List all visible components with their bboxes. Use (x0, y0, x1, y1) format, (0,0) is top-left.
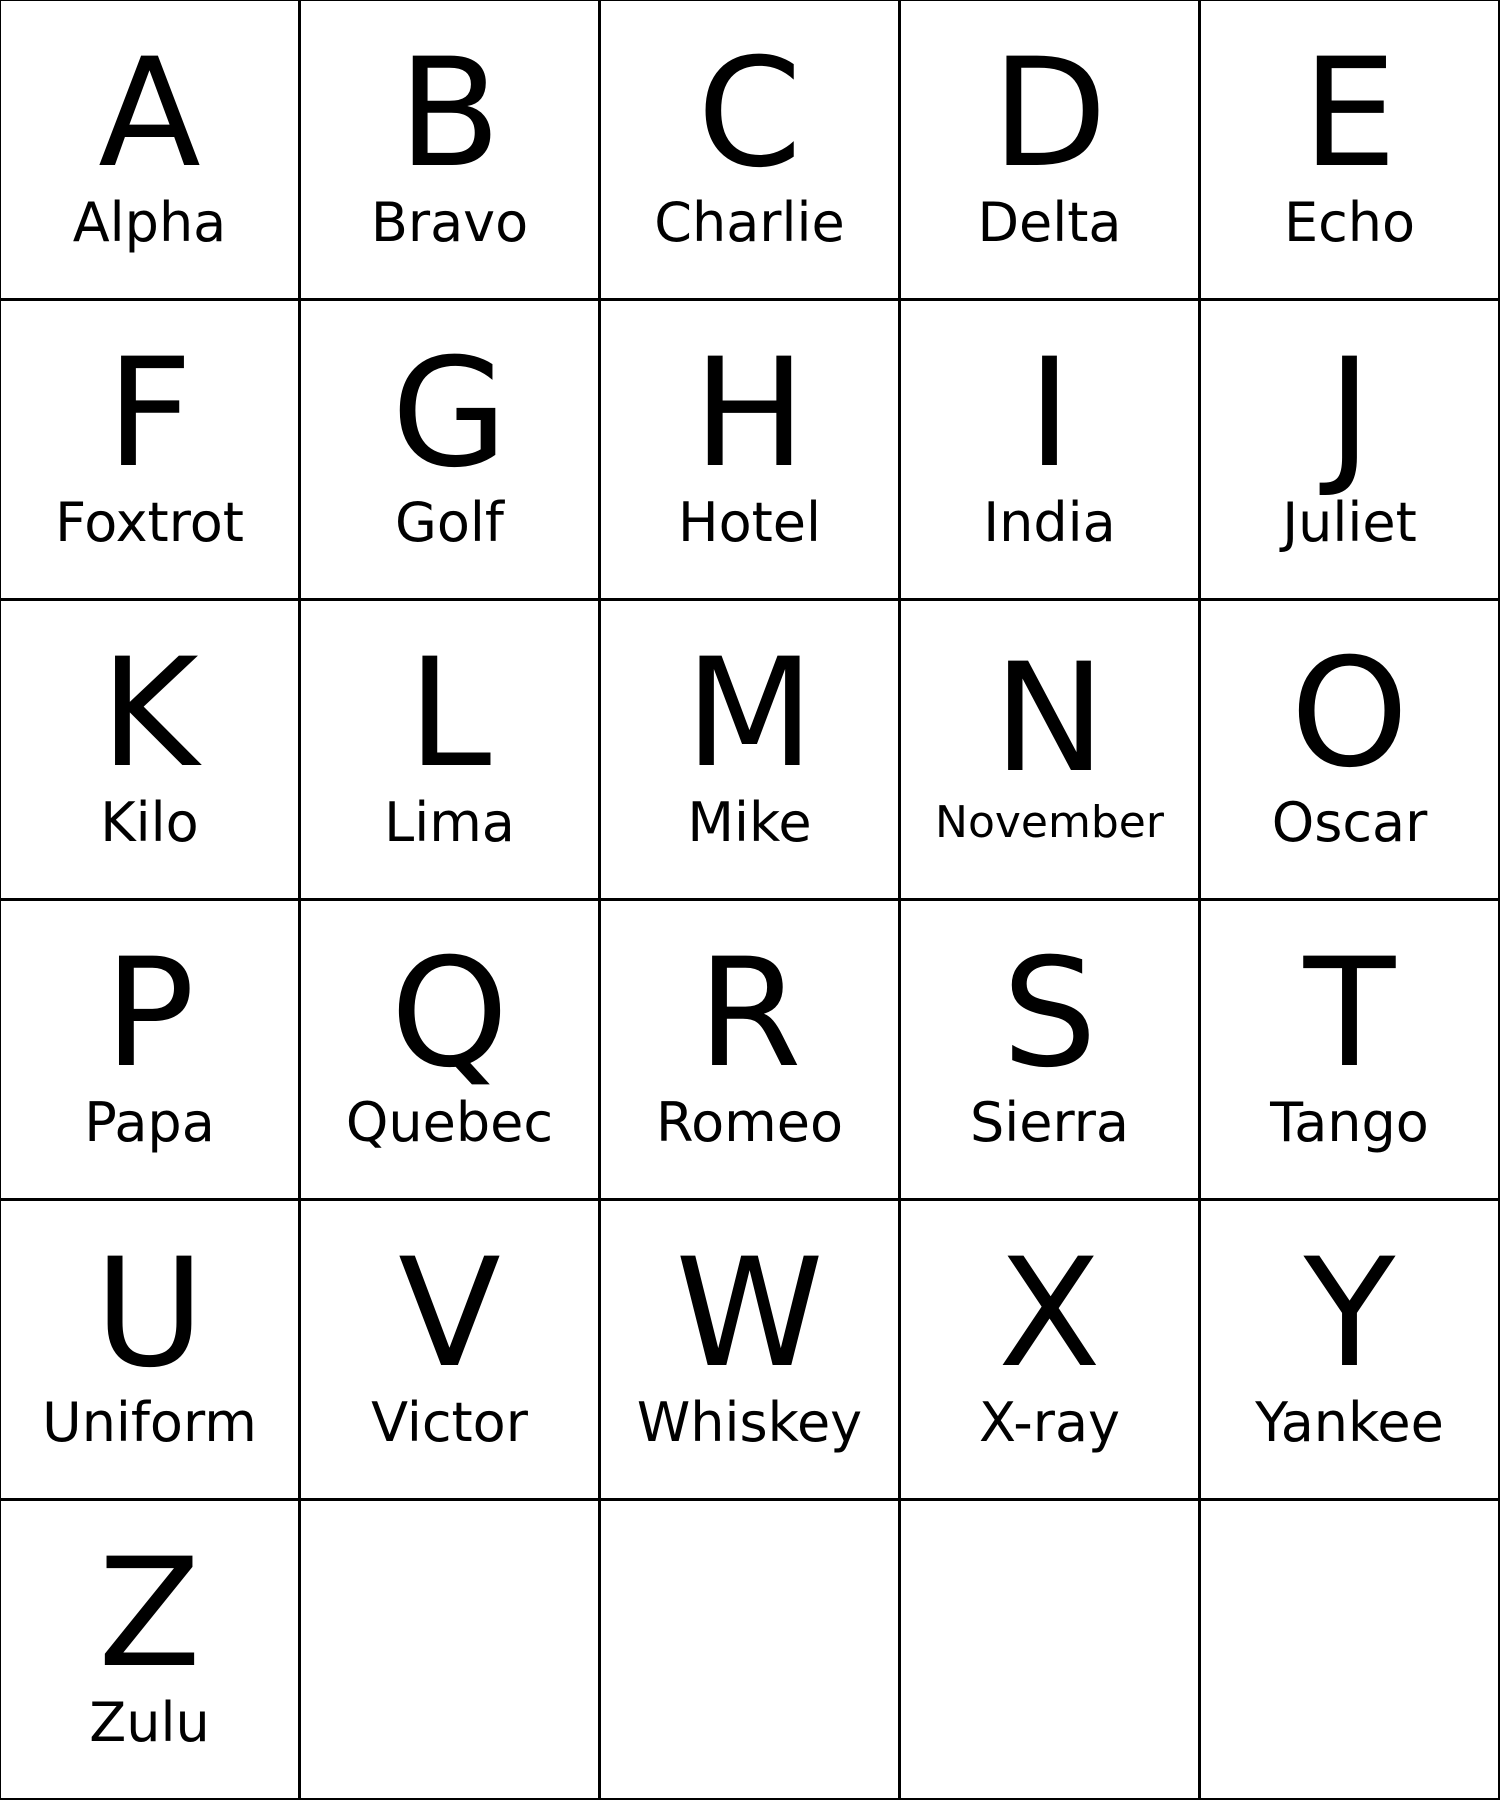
alphabet-cell (599, 899, 900, 1200)
alphabet-cell (599, 599, 900, 900)
cell-word: Echo (1283, 191, 1416, 255)
cell-word: Juliet (1282, 491, 1417, 555)
cell-word: Foxtrot (55, 491, 244, 555)
cell-letter: C (697, 27, 802, 202)
empty-cell (299, 1499, 600, 1800)
cell-letter: O (1290, 627, 1409, 802)
alphabet-cell (899, 0, 1200, 300)
empty-cell (899, 1499, 1200, 1800)
alphabet-cell (599, 0, 900, 300)
cell-word: Bravo (370, 191, 529, 255)
cell-word: Victor (371, 1391, 528, 1455)
alphabet-cell (899, 599, 1200, 900)
alphabet-cell (899, 899, 1200, 1200)
cell-word: Hotel (677, 491, 822, 555)
alphabet-cell (1199, 599, 1500, 900)
cell-word: Quebec (345, 1091, 554, 1155)
cell-letter: E (1302, 27, 1397, 202)
cell-word: Papa (84, 1091, 215, 1155)
cell-letter: D (991, 27, 1108, 202)
cell-letter: S (1001, 927, 1098, 1102)
cell-letter: G (391, 327, 508, 502)
alphabet-cell (0, 1199, 300, 1500)
alphabet-cell (299, 1199, 600, 1500)
cell-letter: Y (1303, 1227, 1396, 1402)
cell-letter: W (675, 1227, 824, 1402)
alphabet-cell (1199, 899, 1500, 1200)
empty-cell (599, 1499, 900, 1800)
cell-letter: K (100, 627, 199, 802)
cell-word: Golf (395, 491, 504, 555)
cell-word: Kilo (100, 791, 199, 855)
cell-word: Charlie (654, 191, 845, 255)
cell-letter: I (1027, 327, 1072, 502)
cell-word: X-ray (978, 1391, 1121, 1455)
alphabet-cell (1199, 1199, 1500, 1500)
alphabet-cell (0, 1499, 300, 1800)
alphabet-cell (0, 0, 300, 300)
cell-letter: X (998, 1227, 1101, 1402)
cell-letter: V (398, 1227, 501, 1402)
cell-letter: F (106, 327, 193, 502)
cell-word: Yankee (1255, 1391, 1444, 1455)
cell-word: Alpha (72, 191, 227, 255)
cell-letter: Z (98, 1527, 201, 1702)
cell-word: Delta (977, 191, 1122, 255)
cell-letter: B (398, 27, 501, 202)
cell-word: Romeo (656, 1091, 843, 1155)
empty-cell (1199, 1499, 1500, 1800)
cell-word: Mike (687, 791, 812, 855)
cell-letter: T (1303, 927, 1396, 1102)
alphabet-cell (0, 899, 300, 1200)
alphabet-cell (299, 599, 600, 900)
cell-word: November (935, 797, 1164, 849)
alphabet-cell (299, 299, 600, 600)
alphabet-cell (299, 899, 600, 1200)
cell-letter: N (993, 632, 1106, 807)
cell-word: Whiskey (636, 1391, 863, 1455)
cell-letter: A (98, 27, 201, 202)
cell-letter: H (693, 327, 806, 502)
alphabet-cell (0, 299, 300, 600)
cell-word: Lima (384, 791, 515, 855)
cell-letter: J (1327, 327, 1372, 502)
cell-letter: M (684, 627, 815, 802)
cell-letter: Q (390, 927, 509, 1102)
alphabet-cell (1199, 0, 1500, 300)
alphabet-cell (899, 299, 1200, 600)
alphabet-cell (0, 599, 300, 900)
cell-letter: P (104, 927, 195, 1102)
cell-letter: L (407, 627, 492, 802)
alphabet-cell (299, 0, 600, 300)
alphabet-cell (1199, 299, 1500, 600)
cell-word: Oscar (1271, 791, 1428, 855)
cell-letter: U (94, 1227, 205, 1402)
cell-word: Sierra (969, 1091, 1130, 1155)
alphabet-cell (899, 1199, 1200, 1500)
cell-word: Tango (1270, 1091, 1429, 1155)
cell-word: Uniform (42, 1391, 257, 1455)
cell-letter: R (697, 927, 802, 1102)
cell-word: Zulu (89, 1691, 210, 1755)
alphabet-cell (599, 1199, 900, 1500)
alphabet-cell (599, 299, 900, 600)
cell-word: India (983, 491, 1116, 555)
